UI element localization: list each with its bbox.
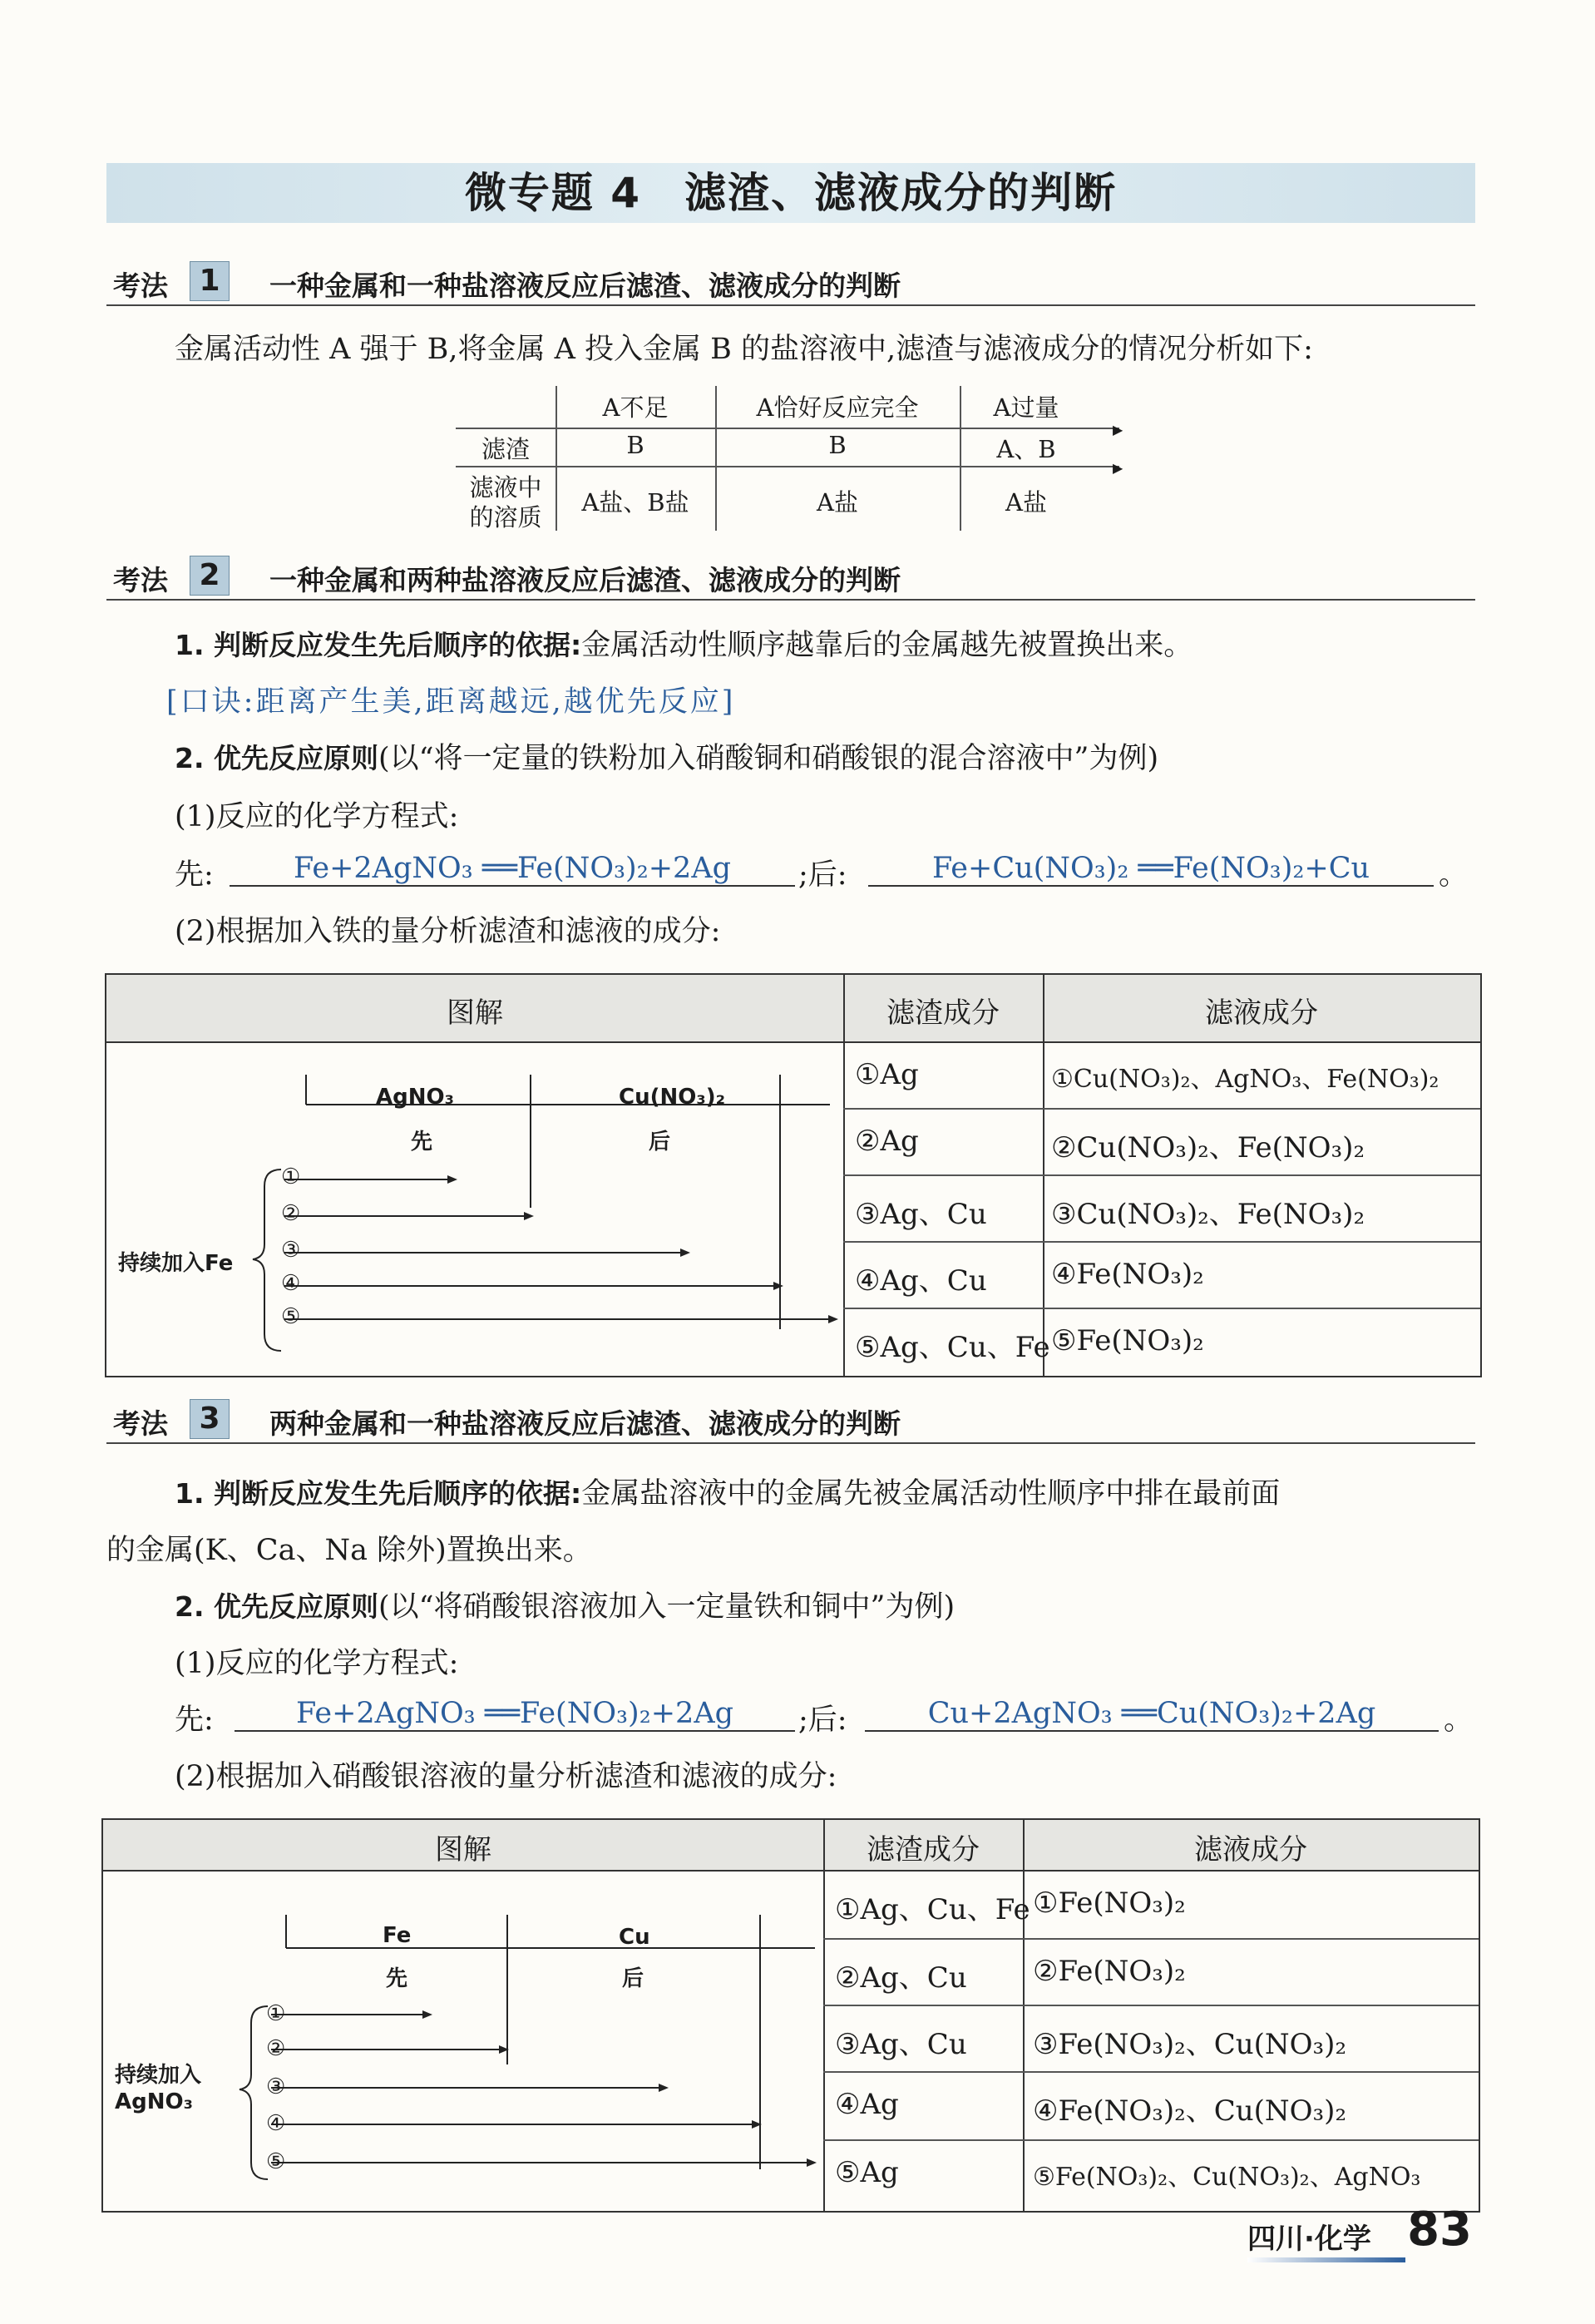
section-title: 两种金属和一种盐溶液反应后滤渣、滤液成分的判断	[269, 1407, 901, 1440]
filtrate-1: ①Cu(NO₃)₂、AgNO₃、Fe(NO₃)₂	[1051, 1065, 1439, 1094]
filtrate-1: ①Fe(NO₃)₂	[1033, 1886, 1186, 1920]
residue-1: ①Ag	[855, 1058, 919, 1091]
h-diagram: 图解	[447, 996, 503, 1030]
mark-1: ①	[266, 2001, 286, 2026]
page-number: 83	[1407, 2203, 1472, 2257]
section-title: 一种金属和一种盐溶液反应后滤渣、滤液成分的判断	[269, 269, 901, 302]
section-label: 考法	[113, 269, 168, 302]
section-label: 考法	[113, 564, 168, 596]
mark-1: ①	[281, 1164, 301, 1189]
row-solute-label-b: 的溶质	[469, 503, 542, 532]
s2-eq1: Fe+2AgNO₃ ══Fe(NO₃)₂+2Ag	[230, 852, 795, 887]
s2-eq-line: 先:	[175, 858, 214, 892]
filtrate-5: ⑤Fe(NO₃)₂、Cu(NO₃)₂、AgNO₃	[1033, 2163, 1421, 2192]
s2-p2: 2. 优先反应原则(以“将一定量的铁粉加入硝酸铜和硝酸银的混合溶液中”为例)	[175, 742, 1159, 775]
s2-table	[105, 973, 1482, 1377]
section-3-heading	[106, 1396, 1475, 1444]
s3-eq1: Fe+2AgNO₃ ══Fe(NO₃)₂+2Ag	[235, 1697, 795, 1732]
residue-2: ②Ag、Cu	[835, 1961, 967, 1995]
residue-4: ④Ag	[835, 2088, 899, 2121]
col-a-excess: A过量	[993, 393, 1059, 422]
col-a-exact: A恰好反应完全	[756, 393, 919, 422]
section-label: 考法	[113, 1407, 168, 1440]
s2-mnemonic: [口诀:距离产生美,距离越远,越优先反应]	[166, 685, 736, 719]
s2-after: ;后:	[798, 858, 847, 892]
footer-underline	[1247, 2257, 1405, 2262]
section-1-heading	[106, 258, 1475, 306]
side-label: 持续加入Fe	[118, 1251, 234, 1276]
h-residue: 滤渣成分	[886, 996, 1000, 1030]
row-solute-label-a: 滤液中	[469, 473, 542, 502]
s3-first: 先:	[175, 1703, 214, 1737]
seg2-top: Cu	[619, 1925, 650, 1950]
s2-end: 。	[1439, 858, 1469, 892]
section-number: 1	[190, 261, 230, 301]
seg2-bottom: 后	[622, 1966, 644, 1991]
filtrate-4: ④Fe(NO₃)₂	[1051, 1258, 1204, 1291]
h-diagram: 图解	[435, 1833, 491, 1867]
seg1-bottom: 先	[411, 1130, 433, 1155]
page-title: 微专题 4 滤渣、滤液成分的判断	[464, 169, 1118, 217]
s2-p1: 1. 判断反应发生先后顺序的依据:金属活动性顺序越靠后的金属越先被置换出来。	[175, 629, 1193, 662]
h-filtrate: 滤液成分	[1205, 996, 1318, 1030]
section-title: 一种金属和两种盐溶液反应后滤渣、滤液成分的判断	[269, 564, 901, 596]
residue-1: ①Ag、Cu、Fe	[835, 1893, 1030, 1926]
residue-3: ③Ag、Cu	[855, 1198, 987, 1231]
s3-p2: 2. 优先反应原则(以“将硝酸银溶液加入一定量铁和铜中”为例)	[175, 1590, 956, 1624]
s3-table	[101, 1818, 1480, 2213]
mark-3: ③	[266, 2074, 286, 2099]
seg1-top: Fe	[383, 1923, 412, 1948]
filtrate-5: ⑤Fe(NO₃)₂	[1051, 1324, 1204, 1357]
s3-eq2: Cu+2AgNO₃ ══Cu(NO₃)₂+2Ag	[865, 1697, 1439, 1732]
section-number: 2	[190, 556, 230, 596]
filtrate-4: ④Fe(NO₃)₂、Cu(NO₃)₂	[1033, 2094, 1347, 2128]
seg1-bottom: 先	[386, 1966, 408, 1991]
filtrate-3: ③Cu(NO₃)₂、Fe(NO₃)₂	[1051, 1198, 1365, 1231]
footer-label: 四川·化学	[1247, 2223, 1371, 2256]
mark-2: ②	[281, 1201, 301, 1226]
mark-5: ⑤	[266, 2149, 286, 2174]
h-residue: 滤渣成分	[867, 1833, 980, 1867]
s2-eq2: Fe+Cu(NO₃)₂ ══Fe(NO₃)₂+Cu	[868, 852, 1434, 887]
s3-p1b: 的金属(K、Ca、Na 除外)置换出来。	[106, 1534, 592, 1567]
s2-p4: (2)根据加入铁的量分析滤渣和滤液的成分:	[175, 915, 721, 948]
residue-4: ④Ag、Cu	[855, 1264, 987, 1298]
row-residue-label: 滤渣	[481, 435, 530, 463]
mark-4: ④	[266, 2111, 286, 2136]
col-a-insufficient: A不足	[602, 393, 669, 422]
section-number: 3	[190, 1399, 230, 1439]
cell: A盐	[1005, 488, 1047, 517]
cell: B	[828, 431, 847, 459]
s3-diagram	[103, 1870, 823, 2211]
section-2-heading	[106, 552, 1475, 601]
h-filtrate: 滤液成分	[1194, 1833, 1307, 1867]
seg2-top: Cu(NO₃)₂	[619, 1085, 725, 1110]
side-label-b: AgNO₃	[115, 2089, 193, 2114]
filtrate-2: ②Cu(NO₃)₂、Fe(NO₃)₂	[1051, 1131, 1365, 1164]
s3-end: 。	[1444, 1703, 1474, 1737]
s2-p3: (1)反应的化学方程式:	[175, 800, 459, 833]
s3-after: ;后:	[798, 1703, 847, 1737]
s3-p1: 1. 判断反应发生先后顺序的依据:金属盐溶液中的金属先被金属活动性顺序中排在最前面	[175, 1477, 1281, 1511]
cell: A盐、B盐	[581, 488, 689, 517]
cell: A盐	[817, 488, 858, 517]
mark-3: ③	[281, 1238, 301, 1263]
s2-diagram	[106, 1041, 843, 1376]
seg2-bottom: 后	[649, 1130, 671, 1155]
s1-intro: 金属活动性 A 强于 B,将金属 A 投入金属 B 的盐溶液中,滤渣与滤液成分的情况分析如下:	[175, 333, 1313, 366]
side-label-a: 持续加入	[115, 2063, 202, 2088]
s3-p4: (2)根据加入硝酸银溶液的量分析滤渣和滤液的成分:	[175, 1760, 837, 1793]
filtrate-2: ②Fe(NO₃)₂	[1033, 1955, 1186, 1988]
cell: A、B	[996, 435, 1056, 463]
seg1-top: AgNO₃	[376, 1085, 454, 1110]
mark-5: ⑤	[281, 1304, 301, 1329]
residue-5: ⑤Ag、Cu、Fe	[855, 1331, 1050, 1364]
residue-2: ②Ag	[855, 1125, 919, 1158]
cell: B	[626, 431, 644, 459]
mark-2: ②	[266, 2036, 286, 2061]
residue-5: ⑤Ag	[835, 2156, 899, 2189]
mark-4: ④	[281, 1271, 301, 1296]
filtrate-3: ③Fe(NO₃)₂、Cu(NO₃)₂	[1033, 2028, 1347, 2061]
residue-3: ③Ag、Cu	[835, 2028, 967, 2061]
s1-table: ▶ ▶ A不足 A恰好反应完全 A过量 滤渣 B B A、B 滤液中 的溶质 A盐、B盐 A盐 A盐	[456, 379, 1138, 531]
s3-p3: (1)反应的化学方程式:	[175, 1647, 459, 1680]
